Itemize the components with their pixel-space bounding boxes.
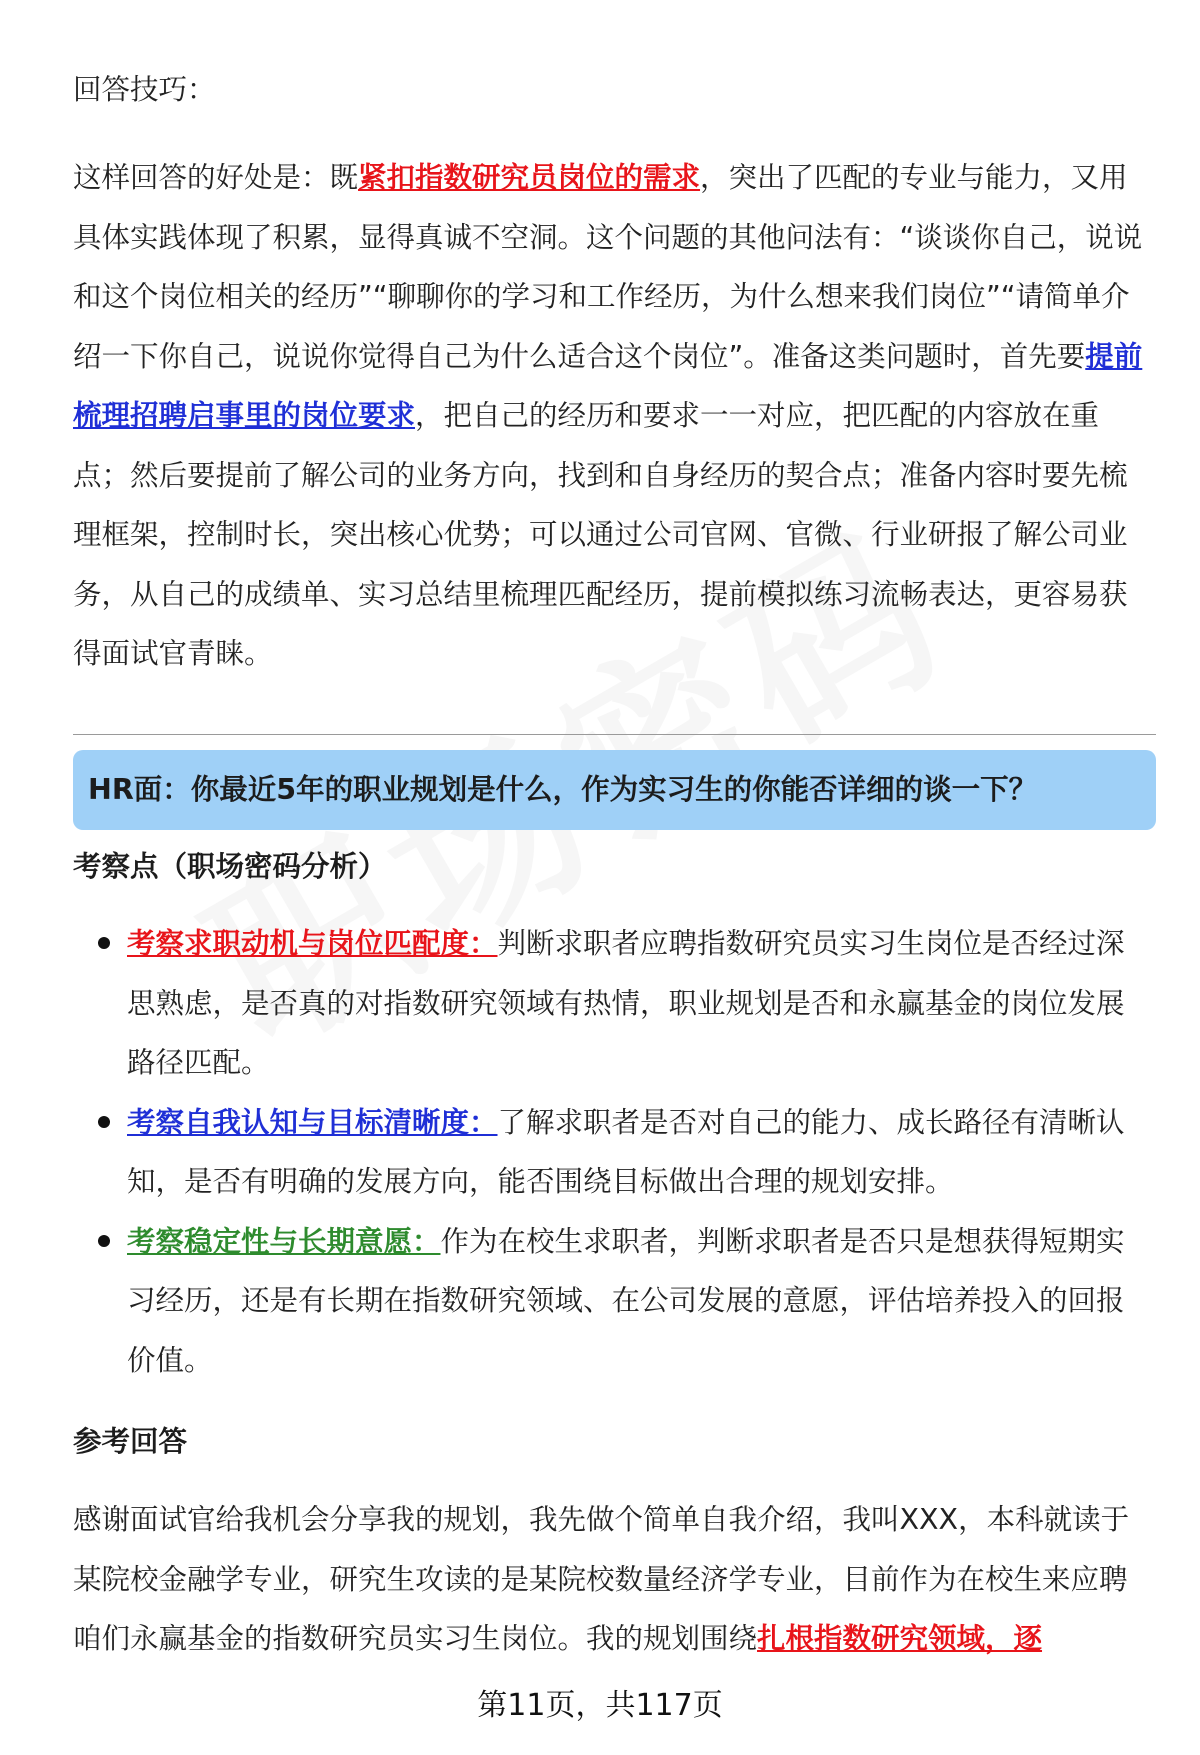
exam-point-label: 考察稳定性与长期意愿： <box>127 1224 441 1258</box>
bullet-icon <box>98 937 110 949</box>
exam-point-text: 了解求职者是否对自己的能力、成长路径有清晰认知，是否有明确的发展方向，能否围绕目标做出合理的规划安排。 <box>127 1105 1125 1198</box>
list-item <box>127 1093 1147 1212</box>
text-run: ，把自己的经历和要求一一对应，把匹配的内容放在重点；然后要提前了解公司的业务方向，找到和自身经历的契合点；准备内容时要先梳理框架，控制时长，突出核心优势；可以通过公司官网、官微、行业研报了解公司业务，从自己的成绩单、实习总结里梳理匹配经历，提前模拟练习流畅表达，更容易获得面试官青睐。 <box>73 399 1128 670</box>
exam-point-text: 判断求职者应聘指数研究员实习生岗位是否经过深思熟虑，是否真的对指数研究领域有热情，职业规划是否和永赢基金的岗位发展路径匹配。 <box>127 927 1125 1079</box>
section-divider <box>73 734 1156 735</box>
exam-points-heading: 考察点（职场密码分析） <box>73 850 387 883</box>
bullet-icon <box>98 1235 110 1247</box>
exam-point-label: 考察求职动机与岗位匹配度： <box>127 927 498 960</box>
exam-point-label: 考察自我认知与目标清晰度： <box>127 1105 498 1139</box>
bullet-icon <box>98 1116 110 1128</box>
highlight-index-research: 扎根指数研究领域，逐 <box>757 1622 1043 1655</box>
answer-tips-paragraph <box>73 148 1148 684</box>
question-banner <box>73 750 1156 830</box>
list-item <box>127 914 1147 1093</box>
highlight-job-requirement: 紧扣指数研究员岗位的需求 <box>358 161 701 194</box>
reference-answer-paragraph <box>73 1490 1148 1669</box>
text-run: ，突出了匹配的专业与能力，又用具体实践体现了积累，显得真诚不空洞。这个问题的其他问法有：“谈谈你自己，说说和这个岗位相关的经历”“聊聊你的学习和工作经历，为什么想来我们岗位”“请简单介绍一下你自己，说说你觉得自己为什么适合这个岗位”。准备这类问题时，首先要 <box>73 161 1143 373</box>
exam-point-text: 作为在校生求职者，判断求职者是否只是想获得短期实习经历，还是有长期在指数研究领域、在公司发展的意愿，评估培养投入的回报价值。 <box>127 1224 1125 1377</box>
highlight-sort-requirements: 提前梳理招聘启事里的岗位要求 <box>73 339 1143 432</box>
text-run: 这样回答的好处是：既 <box>73 161 359 194</box>
exam-points-list <box>127 914 1147 1390</box>
question-title: HR面：你最近5年的职业规划是什么，作为实习生的你能否详细的谈一下？ <box>88 773 1038 806</box>
page-number: 第11页，共117页 <box>477 1688 723 1723</box>
answer-tips-label: 回答技巧： <box>73 73 216 106</box>
list-item <box>127 1212 1147 1391</box>
reference-answer-heading: 参考回答 <box>73 1425 188 1458</box>
text-run: 感谢面试官给我机会分享我的规划，我先做个简单自我介绍，我叫XXX，本科就读于某院校金融学专业，研究生攻读的是某院校数量经济学专业，目前作为在校生来应聘咱们永赢基金的指数研究员实习生岗位。我的规划围绕 <box>73 1503 1130 1655</box>
